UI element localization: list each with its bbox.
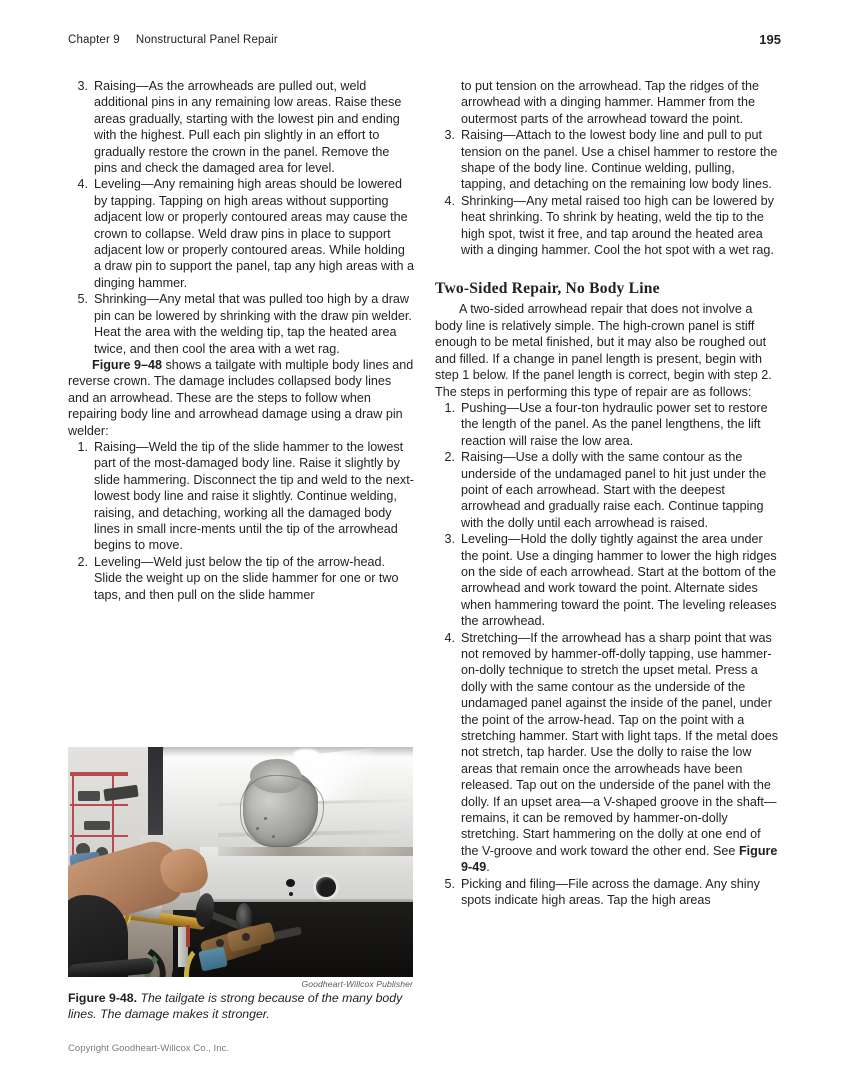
figure-photo [68, 747, 413, 977]
list-item [68, 554, 414, 603]
list-item-text: Raising—Use a dolly with the same contour as the underside of the undamaged panel to hit just under the point of each arrowhead. Start with the deepest arrowhead and gradually raise each. Continue tapping with the dolly until each arrowhead is raised. [461, 450, 767, 530]
figure-reference-rest: shows a tailgate with multiple body lines and reverse crown. The damage includes collapsed body lines and an arrowhead. These are the steps to follow when repairing body line and arrowhead damage using a draw pin welder: [68, 357, 414, 438]
photo-rack-shelf [70, 835, 128, 837]
spacer [435, 258, 781, 279]
copyright-notice: Copyright Goodheart-Willcox Co., Inc. [68, 1043, 230, 1054]
figure-caption [68, 991, 413, 1022]
photo-weld-mark [272, 835, 275, 838]
list-item [435, 630, 781, 876]
list-item [435, 876, 781, 909]
running-head-chapter-number: Chapter 9 [68, 34, 120, 46]
right-continued-step-list [435, 127, 781, 258]
list-item [68, 439, 414, 554]
list-item-text-after: . [486, 860, 490, 875]
list-item-number: 1. [77, 439, 88, 454]
list-item-text: Shrinking—Any metal that was pulled too high by a draw pin can be lowered by shrinking with the draw pin welder. Heat the area with the welding tip, tap the heated area twice, and then cool the area with a wet rag. [94, 292, 412, 356]
list-item [435, 193, 781, 259]
photo-weld-mark [256, 827, 259, 830]
photo-panel-hole [316, 877, 336, 897]
list-item [435, 127, 781, 193]
list-item-text: Leveling—Weld just below the tip of the arrow-head. Slide the weight up on the slide hammer for one or two taps, and then pull on the slide hammer [94, 554, 399, 602]
figure-reference-bold: Figure 9–48 [92, 357, 162, 372]
list-item-number: 1. [444, 400, 455, 415]
list-item-text: Raising—Weld the tip of the slide hammer to the lowest part of the most-damaged body line. Raise it slightly by slide hammering. Disconnect the tip and weld to the next-lowest body line and raise it slightly. Continue welding, raising, and detaching, working all the damaged body lines in small incre-ments until the tip of the arrowhead begins to move. [94, 439, 414, 553]
photo-rack-post [72, 774, 74, 866]
list-item-text: Pushing—Use a four-ton hydraulic power set to restore the length of the panel. As the panel lengthens, the lift reaction will raise the low area. [461, 400, 768, 448]
list-item [68, 78, 414, 176]
figure-caption-label: Figure 9-48. [68, 991, 138, 1005]
list-item-text: Picking and filing—File across the damage. Any shiny spots indicate high areas. Tap the high areas [461, 876, 760, 908]
photo-rack-shelf [70, 804, 128, 806]
list-item [68, 291, 414, 357]
draw-pin-step-list [68, 439, 414, 603]
list-item-number: 2. [77, 554, 88, 569]
photo-grind-edge [240, 775, 324, 847]
photo-shop-post-marker [186, 925, 190, 947]
list-item-number: 5. [444, 876, 455, 891]
list-item-text: Shrinking—Any metal raised too high can be lowered by heat shrinking. To shrink by heating, weld the tip to the high spot, twist it free, and tap around the heated area with a dinging hammer. Cool the hot spot with a wet rag. [461, 193, 774, 258]
section-heading: Two-Sided Repair, No Body Line [435, 280, 660, 298]
list-item-number: 4. [444, 193, 455, 208]
list-item-number: 4. [77, 177, 88, 192]
list-item-text: Raising—Attach to the lowest body line and pull to put tension on the panel. Use a chisel hammer to restore the shape of the body line. Continue welding, pulling, tapping, and detaching on the remaining low body lines. [461, 128, 778, 192]
photo-panel-glare [293, 749, 319, 759]
list-item-number: 3. [77, 79, 88, 93]
figure-caption-text: The tailgate is strong because of the many body lines. The damage makes it stronger. [68, 991, 403, 1021]
list-item [435, 400, 781, 449]
page-number: 195 [759, 32, 781, 47]
photo-rack-item [84, 821, 110, 830]
list-item-number: 3. [444, 532, 455, 547]
photo-weld-mark [264, 817, 267, 820]
list-item [435, 531, 781, 629]
figure-credit: Goodheart-Willcox Publisher [301, 979, 413, 989]
section-intro-paragraph: A two-sided arrowhead repair that does not involve a body line is relatively simple. The high-crown panel is stiff enough to be metal finished, but it may also be roughed out and filled. If a change in panel length is present, begin with step 1 below. If the panel length is correct, begin with step 2. The steps in performing this type of repair are as follows: [435, 302, 772, 399]
list-item-number: 3. [444, 128, 455, 143]
list-item [68, 176, 414, 291]
figure-reference-bold: Figure 9-49 [461, 843, 778, 875]
list-item-number: 4. [444, 630, 455, 645]
right-column [435, 78, 781, 909]
list-item-number: 5. [77, 292, 88, 307]
list-item [435, 449, 781, 531]
photo-clamp-bolt [242, 933, 250, 941]
list-item-text: Raising—As the arrowheads are pulled out, weld additional pins in any remaining low areas. Raise these areas gradually, starting with the lowest pin and ending with the highest. Pull each pin slightly in an effort to gradually restore the crown in the panel. Remove the pins and check the damaged area for level. [94, 79, 402, 176]
list-item-text: Stretching—If the arrowhead has a sharp point that was not removed by hammer-off-dolly tapping, use hammer-on-dolly technique to stretch the upset metal. Press a dolly with the same contour as the underside of the undamaged panel against the inside of the panel, under the point of the arrow-head. Tap on the point with a stretching hammer. Start with light taps. If the metal does not stretch, tap harder. Use the dolly to raise the low areas that remain once the arrowheads have been released. Tap out on the underside of the panel with the dolly. If an upset area—a V-shaped groove in the shaft—remains, it can be removed by hammer-on-dolly stretching. Start hammering on the dolly at one end of the V-groove and work toward the other end. See [461, 630, 779, 858]
carryover-paragraph: to put tension on the arrowhead. Tap the ridges of the arrowhead with a dinging hammer. Hammer from the outermost parts of the arrowhead toward the point. [461, 79, 760, 126]
figure-reference-paragraph [68, 357, 414, 439]
list-item-text: Leveling—Any remaining high areas should be lowered by tapping. Tapping on high areas without supporting adjacent low or properly contoured areas may cause the crown to collapse. Weld draw pins in place to support adjacent low or properly contoured areas. While holding a draw pin to support the panel, tap any high areas with a dinging hammer. [94, 177, 414, 290]
list-item-text: Leveling—Hold the dolly tightly against the area under the point. Use a dinging hammer to lower the high ridges on the side of each arrowhead. Start at the bottom of the arrowhead and work toward the point. Alternate sides when hammering toward the point. The leveling releases the arrowhead. [461, 532, 777, 629]
photo-panel-dirt [218, 847, 413, 856]
two-sided-step-list [435, 400, 781, 909]
running-head [68, 34, 278, 46]
left-column [68, 78, 414, 603]
photo-rack-item [78, 791, 100, 801]
list-item-number: 2. [444, 450, 455, 465]
figure-9-48 [68, 747, 413, 1022]
running-head-chapter-title: Nonstructural Panel Repair [135, 34, 278, 46]
photo-panel-hole [289, 892, 293, 896]
photo-panel-hole [286, 879, 295, 887]
left-continued-step-list [68, 78, 414, 357]
photo-rack-shelf [70, 774, 128, 776]
